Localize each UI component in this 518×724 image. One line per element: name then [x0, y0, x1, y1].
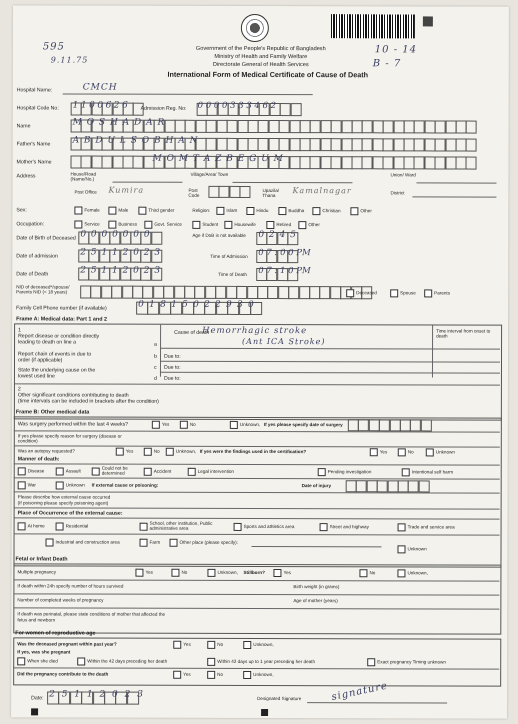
post-office-label: Post Office — [74, 189, 97, 195]
contribute-unknown-checkbox[interactable] — [243, 671, 251, 679]
occupation-label: Occupation: — [16, 221, 45, 228]
farm-checkbox[interactable] — [140, 539, 148, 547]
islam-checkbox[interactable] — [216, 207, 224, 215]
underlying-text-2: lowest used line — [17, 373, 55, 380]
stillborn-label: Stillborn? — [243, 569, 265, 576]
autopsy-unknown-checkbox[interactable] — [166, 448, 174, 456]
place-occurrence-label: Place of Occurrence of the external cause: — [17, 510, 123, 517]
occupation-other-label: Other — [308, 222, 320, 228]
buddha-checkbox[interactable] — [278, 207, 286, 215]
due-to-b-label: Due to: — [164, 353, 181, 360]
hospital-name-label: Hospital Name: — [16, 87, 53, 94]
frame-a-q1-number: 1 — [18, 327, 21, 334]
home-label: At home — [27, 523, 45, 529]
chain-text-2: order (if applicable) — [17, 357, 63, 364]
manner-of-death-label: Manner of death: — [17, 456, 60, 463]
other-place-checkbox[interactable] — [170, 539, 178, 547]
parents-checkbox[interactable] — [424, 289, 432, 297]
admission-reg-label: Admission Reg. No: — [140, 105, 187, 112]
date-label: Date: — [31, 695, 44, 702]
nid-label: NID of deceased*/spouse/ Parents NID (< 18 years) — [16, 284, 70, 295]
deceased-label: Deceased — [356, 290, 377, 296]
signature-scribble: signature — [330, 680, 389, 704]
pregnant-no-label: No — [217, 641, 224, 647]
external-cause-label: If external cause or poisoning: — [91, 482, 159, 488]
deceased-checkbox[interactable] — [346, 289, 354, 297]
findings-unknown-checkbox[interactable] — [426, 448, 434, 456]
phone-label: Family Cell Phone number (if available) — [16, 305, 107, 312]
christian-checkbox[interactable] — [312, 207, 320, 215]
other-conditions-text-2: (time intervals can be included in brackets after the condition) — [17, 398, 159, 405]
student-label: Student — [202, 221, 219, 227]
autopsy-question: Was an autopsy requested? — [17, 448, 75, 454]
govt-service-checkbox[interactable] — [144, 221, 152, 229]
assault-label: Assault — [65, 468, 81, 474]
stillborn-unknown-checkbox[interactable] — [397, 569, 405, 577]
other-place-label: Other place (please specify): — [179, 539, 239, 545]
hindu-label: Hindu — [256, 207, 269, 214]
frame-b-title: Frame B: Other medical data — [15, 409, 90, 416]
exact-timing-label: Exact pregnancy Timing unknown — [377, 659, 446, 665]
stillborn-no-label: No — [369, 570, 376, 576]
surgery-yes-checkbox[interactable] — [152, 421, 160, 429]
home-checkbox[interactable] — [18, 522, 26, 530]
due-to-c-label: Due to: — [163, 364, 181, 371]
legal-label: Legal intervention — [197, 468, 234, 474]
pending-checkbox[interactable] — [318, 468, 326, 476]
underlying-text: State the underlying cause on the — [17, 367, 96, 374]
self-harm-checkbox[interactable] — [402, 468, 410, 476]
hospital-code-label: Hospital Code No: — [16, 105, 59, 112]
contribute-question: Did the pregnancy contribute to the death — [17, 671, 109, 677]
describe-label-2: (If poisoning please specify poisoning agent) — [17, 500, 109, 506]
district-label: District — [390, 190, 405, 196]
dod-label: Date of Death — [16, 271, 49, 278]
post-code-cells[interactable] — [208, 186, 250, 198]
autopsy-findings-label: If yes were the findings used in the certification? — [199, 448, 307, 455]
within43-checkbox[interactable] — [207, 658, 215, 666]
designated-signature-label: Designated Signature — [257, 695, 302, 702]
union-line — [416, 182, 496, 183]
self-harm-label: Intentional self harm — [411, 469, 454, 475]
war-label: War — [27, 482, 36, 488]
upazila-label: Upazila/ Thana — [262, 188, 280, 199]
district-line — [412, 196, 496, 197]
pending-label: Pending investigation — [327, 469, 372, 475]
multiple-pregnancy-label: Multiple pregnancy — [17, 569, 57, 575]
industrial-label: Industrial and construction area — [55, 539, 120, 545]
industrial-checkbox[interactable] — [46, 538, 54, 546]
header-government: Government of the People's Republic of Bangladesh — [195, 45, 326, 53]
autopsy-no-checkbox[interactable] — [144, 448, 152, 456]
birth-weight-label: Birth weight (in grams) — [293, 584, 340, 590]
surgery-unknown-label: Unknown, — [239, 421, 261, 428]
village-label: Village/Area/ Town — [190, 171, 229, 177]
stillborn-no-checkbox[interactable] — [359, 569, 367, 577]
accident-label: Accident — [153, 468, 172, 474]
disease-label: Disease — [27, 468, 45, 474]
buddha-label: Buddha — [288, 208, 305, 214]
phone-value: 0 1 8 1 5 0 2 2 9 3 0 — [138, 299, 255, 310]
contribute-unknown-label: Unknown, — [253, 671, 274, 678]
frame-a-q1-text-2: leading to death on line a — [18, 339, 77, 346]
signature-line — [307, 702, 447, 703]
residential-label: Residential — [65, 523, 89, 529]
contribute-no-checkbox[interactable] — [207, 671, 215, 679]
contribute-no-label: No — [217, 671, 224, 677]
surgery-date-cells[interactable] — [348, 419, 431, 431]
header-directorate: Directorate General of Health Services — [212, 61, 309, 69]
handwritten-note-right-2: B - 7 — [372, 58, 402, 70]
stillborn-yes-label: Yes — [283, 570, 291, 576]
findings-yes-checkbox[interactable] — [370, 448, 378, 456]
third-gender-checkbox[interactable] — [138, 207, 146, 215]
fetal-title: Fetal or Infant Death — [15, 556, 68, 563]
interval-header: Time interval from onset to death — [436, 328, 491, 339]
religion-label: Religion: — [192, 207, 211, 213]
age-label: Age if DoB is not available — [192, 232, 246, 238]
weeks-label: Number of completed weeks of pregnancy — [17, 597, 104, 603]
union-label: Union/ Ward — [390, 172, 416, 178]
pregnant-question: Was the deceased pregnant within past year? — [17, 641, 117, 647]
pregnant-no-checkbox[interactable] — [207, 641, 215, 649]
mother-label: Mother's Name — [16, 159, 52, 166]
residential-checkbox[interactable] — [56, 522, 64, 530]
due-to-d-label: Due to: — [163, 375, 181, 382]
findings-yes-label: Yes — [379, 449, 388, 455]
exact-timing-checkbox[interactable] — [367, 658, 375, 666]
certificate-page — [11, 5, 509, 718]
occupation-other-checkbox[interactable] — [298, 221, 306, 229]
upazila-value[interactable]: Kamalnagar — [292, 186, 352, 196]
housewife-label: Housewife — [234, 221, 256, 227]
page-title: International Form of Medical Certificate of Cause of Death — [167, 69, 368, 80]
manner-unknown-checkbox[interactable] — [56, 481, 64, 489]
surgery-question: Was surgery performed within the last 4 weeks? — [17, 421, 129, 428]
post-office-value[interactable]: Kumira — [108, 185, 145, 195]
multiple-unknown-checkbox[interactable] — [207, 569, 215, 577]
surgery-no-label: No — [189, 421, 196, 427]
name-label: Name — [16, 123, 31, 130]
service-checkbox[interactable] — [74, 221, 82, 229]
sports-checkbox[interactable] — [234, 523, 242, 531]
time-death-label: Time of Death — [218, 271, 247, 277]
place-unknown-checkbox[interactable] — [397, 545, 405, 553]
business-checkbox[interactable] — [108, 221, 116, 229]
line-d-letter: d — [153, 375, 157, 382]
retired-label: Retired — [276, 222, 292, 228]
time-death-value: 0 7 : 1 0 PM — [258, 265, 311, 277]
multiple-yes-label: Yes — [145, 569, 153, 575]
within42-checkbox[interactable] — [77, 658, 85, 666]
time-admission-value: 0 7 : 0 0 PM — [258, 247, 311, 259]
multiple-no-label: No — [181, 569, 188, 575]
other-religion-checkbox[interactable] — [350, 207, 358, 215]
surgery-unknown-checkbox[interactable] — [230, 421, 238, 429]
autopsy-unknown-label: Unknown, — [175, 448, 197, 454]
frame-a-title: Frame A: Medical data: Part 1 and 2 — [16, 316, 107, 323]
time-admission-label: Time of Admission — [210, 253, 248, 259]
street-checkbox[interactable] — [320, 523, 328, 531]
within42-label: Within the 42 days preceding her death — [87, 658, 168, 664]
punch-hole-left — [31, 708, 38, 715]
barcode — [331, 14, 415, 38]
within43-label: Within 43 days up to 1 year preceding her death — [217, 658, 316, 665]
spouse-checkbox[interactable] — [390, 289, 398, 297]
hindu-checkbox[interactable] — [246, 207, 254, 215]
sex-label: Sex: — [16, 207, 27, 214]
male-label: Male — [118, 207, 129, 213]
mother-value: M O M T A Z B E G U M — [152, 153, 284, 165]
farm-label: Farm — [149, 539, 161, 545]
perinatal-label: If death was perinatal, please state conditions of mother that affected the — [17, 611, 166, 617]
hospital-name-line — [63, 93, 313, 94]
hospital-name-value[interactable]: CMCH — [82, 82, 118, 93]
handwritten-note-left-2: 9.11.75 — [50, 55, 89, 65]
describe-label: Please describe how external cause occurred — [17, 494, 111, 500]
pregnant-unknown-checkbox[interactable] — [243, 641, 251, 649]
school-label: School, other institution, Public administrative area — [149, 520, 213, 531]
house-label: House/Road (Name/No.) — [70, 171, 97, 182]
hours-survived-label: If death within 24h specify number of hours survived — [17, 583, 124, 589]
other-religion-label: Other — [360, 208, 372, 214]
if-yes-label: If yes, was she pregnant — [17, 649, 71, 655]
doa-value: 2 5 1 1 2 0 2 3 — [80, 247, 162, 258]
spouse-label: Spouse — [400, 290, 416, 296]
contribute-yes-label: Yes — [183, 671, 191, 677]
line-a-value[interactable]: Hemorrhagic stroke — [202, 325, 308, 337]
christian-label: Christian — [322, 208, 341, 214]
business-label: Business — [118, 221, 138, 227]
age-value: 0 2 4 5 — [258, 229, 297, 241]
line-a-letter: a — [154, 341, 157, 348]
multiple-no-checkbox[interactable] — [171, 569, 179, 577]
findings-no-label: No — [407, 449, 414, 455]
could-not-checkbox[interactable] — [92, 468, 100, 476]
village-line — [232, 182, 352, 183]
govt-service-label: Govt. Service — [154, 221, 182, 227]
nid-cells[interactable] — [80, 286, 371, 300]
when-died-checkbox[interactable] — [17, 657, 25, 665]
retired-checkbox[interactable] — [266, 221, 274, 229]
surgery-no-checkbox[interactable] — [180, 421, 188, 429]
frame-a-q2-number: 2 — [17, 386, 21, 393]
chain-text: Report chain of events in due to — [18, 351, 92, 358]
surgery-date-label: If yes please specify date of surgery — [263, 422, 343, 428]
could-not-label: Could not be determined — [101, 465, 128, 476]
male-checkbox[interactable] — [108, 207, 116, 215]
accident-checkbox[interactable] — [144, 468, 152, 476]
parents-label: Parents — [434, 290, 451, 296]
hospital-code-value: 1100626 — [72, 100, 131, 111]
surgery-yes-label: Yes — [161, 421, 170, 427]
third-gender-label: Third gender — [148, 207, 175, 213]
dob-label: Date of Birth of Deceased — [16, 235, 76, 242]
autopsy-no-label: No — [153, 448, 160, 454]
pregnant-unknown-label: Unknown, — [253, 641, 274, 648]
address-label: Address — [16, 173, 36, 180]
islam-label: Islam — [226, 207, 238, 213]
injury-date-cells[interactable] — [346, 480, 429, 492]
findings-no-checkbox[interactable] — [398, 448, 406, 456]
pregnant-yes-label: Yes — [183, 641, 191, 647]
father-value: A B D U L S O B H A N — [72, 135, 199, 146]
post-code-label: Post Code — [188, 187, 200, 198]
contribute-yes-checkbox[interactable] — [173, 671, 181, 679]
perinatal-label-2: fetus and newborn — [17, 617, 56, 623]
female-label: Female — [84, 207, 100, 213]
cause-header: Cause of death — [174, 329, 210, 336]
name-value: M O S H A D A R — [72, 117, 166, 128]
line-c-letter: c — [153, 364, 157, 371]
handwritten-note-left: 595 — [42, 41, 65, 53]
trade-label: Trade and service area — [407, 524, 455, 530]
street-label: Street and highway — [329, 524, 369, 530]
women-title: For women of reproductive age — [15, 630, 96, 637]
war-checkbox[interactable] — [18, 481, 26, 489]
line-b-letter: b — [154, 353, 157, 360]
housewife-checkbox[interactable] — [224, 221, 232, 229]
mother-age-label: Age of mother (years) — [293, 598, 338, 604]
sports-label: Sports and athletics area — [243, 523, 295, 530]
frame-a-q1-text: Report disease or condition directly — [18, 333, 100, 340]
punch-hole-right — [261, 709, 268, 716]
school-checkbox[interactable] — [140, 523, 148, 531]
injury-date-label: Date of injury — [301, 483, 332, 489]
multiple-unknown-label: Unknown, — [217, 569, 238, 575]
autopsy-yes-label: Yes — [125, 448, 134, 454]
stamp-mark — [423, 16, 433, 26]
surgery-reason-label: If yes please specify reason for surgery (disease or condition) — [17, 433, 122, 444]
line-a-value-2: (Ant ICA Stroke) — [242, 336, 326, 347]
legal-checkbox[interactable] — [188, 468, 196, 476]
trade-checkbox[interactable] — [398, 523, 406, 531]
student-checkbox[interactable] — [192, 221, 200, 229]
female-checkbox[interactable] — [74, 207, 82, 215]
stillborn-unknown-label: Unknown, — [407, 570, 428, 576]
when-died-label: When she died — [27, 658, 58, 664]
stillborn-yes-checkbox[interactable] — [273, 569, 281, 577]
other-conditions-text: Other significant conditions contributing to death — [17, 392, 129, 399]
findings-unknown-label: Unknown — [435, 449, 455, 455]
dod-value: 2 5 1 1 2 0 2 3 — [80, 265, 162, 276]
admission-reg-value: 0 0 0 0 3 3 3 4 6 2 — [197, 100, 277, 112]
multiple-yes-checkbox[interactable] — [135, 569, 143, 577]
doa-label: Date of admission — [16, 253, 58, 260]
assault-checkbox[interactable] — [56, 467, 64, 475]
service-label: Service — [84, 221, 100, 227]
header-ministry: Ministry of Health and Family Welfare — [214, 53, 308, 61]
disease-checkbox[interactable] — [18, 467, 26, 475]
house-line — [112, 182, 182, 183]
father-label: Father's Name — [16, 141, 51, 148]
autopsy-yes-checkbox[interactable] — [116, 448, 124, 456]
date-value: 2 5 1 1 2 0 2 3 — [49, 689, 145, 700]
government-seal-icon — [241, 14, 269, 42]
handwritten-note-right: 10 - 14 — [374, 44, 418, 56]
manner-unknown-label: Unknown — [65, 482, 85, 488]
pregnant-yes-checkbox[interactable] — [173, 641, 181, 649]
place-unknown-label: Unknown — [407, 546, 427, 552]
dob-value: 0 0 0 0 0 0 0 — [80, 229, 151, 240]
